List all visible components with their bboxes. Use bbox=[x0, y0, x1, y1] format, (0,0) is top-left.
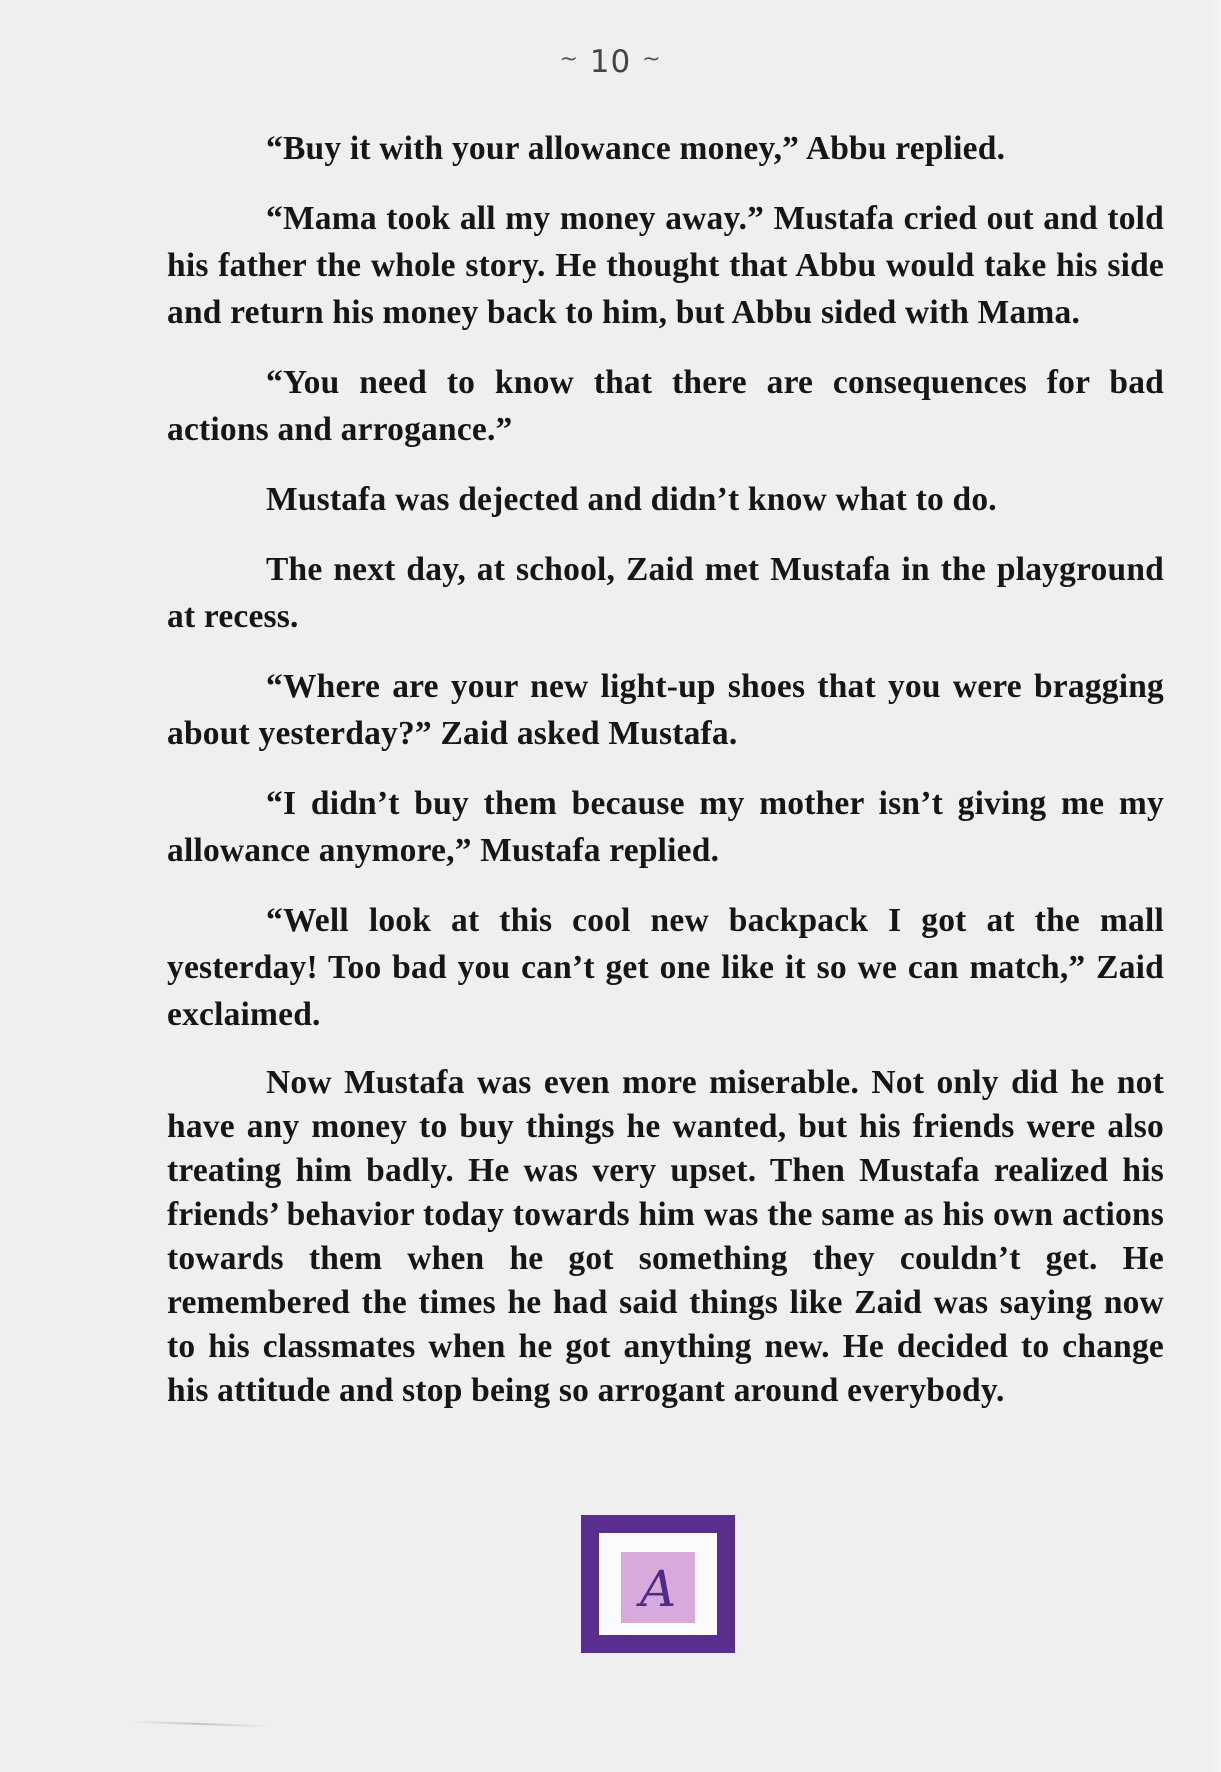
paragraph-8: “Well look at this cool new backpack I got at the mall yesterday! Too bad you can’t get one like it so we can match,” Zaid exclaimed. bbox=[167, 902, 1164, 1033]
scan-mark bbox=[130, 1721, 270, 1728]
paragraph-2: “Mama took all my money away.” Mustafa cried out and told his father the whole story. He thought that Abbu would take his side and return his money back to him, but Abbu sided with Mama. bbox=[167, 200, 1164, 331]
paragraph-3: “You need to know that there are consequences for bad actions and arrogance.” bbox=[167, 364, 1164, 448]
page-number-value: 10 bbox=[589, 44, 632, 80]
paragraph-7: “I didn’t buy them because my mother isn’t giving me my allowance anymore,” Mustafa replied. bbox=[167, 785, 1164, 869]
paragraph-4: Mustafa was dejected and didn’t know what to do. bbox=[266, 481, 997, 518]
paragraph-5: The next day, at school, Zaid met Mustafa in the playground at recess. bbox=[167, 551, 1164, 635]
logo-letter-icon: A bbox=[639, 1559, 677, 1618]
page-number-prefix: ~ bbox=[559, 47, 579, 72]
page-edge bbox=[1209, 0, 1221, 1772]
publisher-logo-frame bbox=[581, 1515, 735, 1653]
story-body bbox=[167, 125, 1164, 1436]
page-number-suffix: ~ bbox=[642, 47, 662, 72]
paragraph-9: Now Mustafa was even more miserable. Not only did he not have any money to buy things he wanted, but his friends were also treating him badly. He was very upset. Then Mustafa realized his friends’ behavior today towards him was the same as his own actions towards them when he got something they couldn’t get. He remembered the times he had said things like Zaid was saying now to his classmates when he got anything new. He decided to change his attitude and stop being so arrogant around everybody. bbox=[167, 1064, 1164, 1409]
paragraph-6: “Where are your new light-up shoes that you were bragging about yesterday?” Zaid asked Mustafa. bbox=[167, 668, 1164, 752]
publisher-logo-square bbox=[621, 1552, 695, 1623]
paragraph-1: “Buy it with your allowance money,” Abbu replied. bbox=[266, 130, 1006, 167]
page-number bbox=[0, 44, 1221, 80]
